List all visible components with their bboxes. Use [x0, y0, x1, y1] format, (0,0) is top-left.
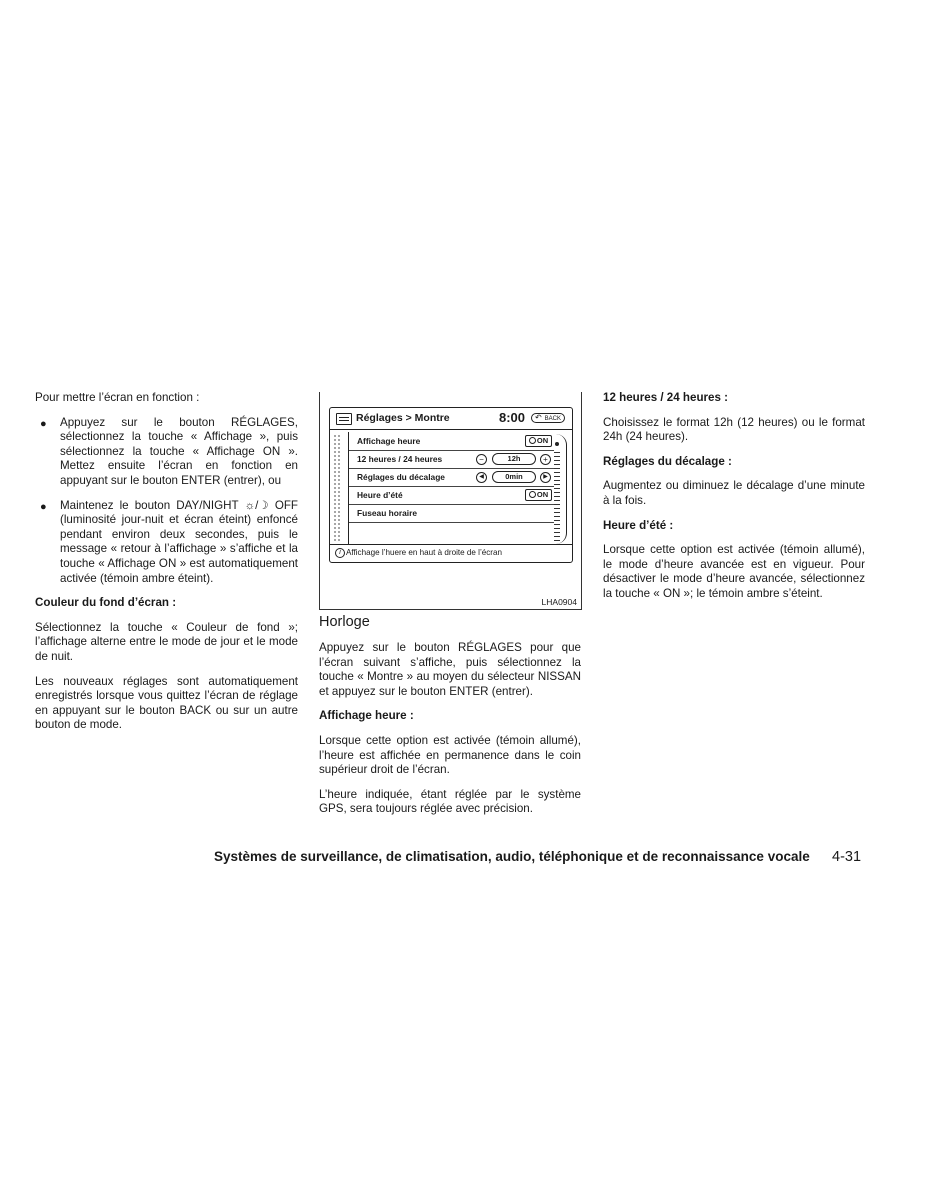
info-text: Affichage l’huere en haut à droite de l’écran	[346, 548, 502, 557]
back-button[interactable]	[531, 413, 565, 423]
row-label: Réglages du décalage	[357, 472, 445, 482]
intro-text: Pour mettre l’écran en fonction :	[35, 391, 200, 404]
toggle-label: ON	[536, 490, 549, 499]
paragraph: Les nouveaux réglages sont automatiquement enregistrés lorsque vous quittez l’écran de réglage en appuyant sur le bouton BACK ou sur un autre bouton de mode.	[35, 674, 298, 732]
right-arc-decoration	[556, 434, 567, 544]
list-item	[35, 499, 298, 587]
screen-header	[330, 408, 572, 430]
column-middle	[319, 614, 581, 827]
info-bar	[330, 544, 572, 562]
offset-value: 0min	[492, 471, 536, 483]
row-label: Heure d’été	[357, 490, 403, 500]
paragraph: Augmentez ou diminuez le décalage d’une minute à la fois.	[603, 479, 865, 507]
info-icon: i	[335, 548, 345, 558]
setting-row-fuseau[interactable]	[349, 504, 554, 523]
column-left	[35, 391, 298, 743]
back-arrow-icon: ↶	[535, 413, 542, 422]
section-heading: Réglages du décalage :	[603, 454, 732, 468]
row-label: Fuseau horaire	[357, 508, 418, 518]
bullet-text: Maintenez le bouton DAY/NIGHT	[60, 498, 239, 512]
list-item	[35, 416, 298, 489]
indicator-icon	[529, 437, 536, 444]
bullet-text-cont: OFF (luminosité jour-nuit et écran éteint) enfoncé pendant environ deux secondes, puis le message « retour à l’affichage » s’affiche et la touche « Affichage ON » est automatiquement activée (témoin ambre éteint).	[60, 498, 298, 585]
column-right	[603, 391, 865, 612]
bullet-text: Appuyez sur le bouton RÉGLAGES, sélectionnez la touche « Affichage », puis sélectionnez la touche « Affichage ON ». Mettez ensuite l’écran en fonction en appuyant sur le bouton ENTER (entrer), ou	[60, 415, 298, 487]
paragraph: Lorsque cette option est activée (témoin allumé), l’heure est affichée en permanence dans le coin supérieur droit de l’écran.	[319, 733, 581, 777]
bullet-icon: ●	[40, 417, 47, 430]
back-label: BACK	[544, 416, 561, 422]
paragraph: Appuyez sur le bouton RÉGLAGES pour que l’écran suivant s’affiche, puis sélectionnez la touche « Montre » au moyen du sélecteur NISSAN et appuyez sur le bouton ENTER (entrer).	[319, 641, 581, 698]
day-night-icon: ☼/☽	[244, 498, 269, 512]
plus-icon[interactable]: +	[540, 454, 551, 465]
left-dots-decoration	[333, 434, 341, 542]
display-screen	[329, 407, 573, 563]
row-label: Affichage heure	[357, 436, 421, 446]
setting-row-decalage[interactable]	[349, 468, 554, 487]
page-footer-title: Systèmes de surveillance, de climatisation, audio, téléphonique et de reconnaissance vocale	[214, 849, 810, 864]
minus-icon[interactable]: −	[476, 454, 487, 465]
on-toggle[interactable]	[525, 435, 552, 447]
section-heading: 12 heures / 24 heures :	[603, 391, 729, 404]
clock-display: 8:00	[499, 410, 526, 425]
setting-row-12-24[interactable]	[349, 450, 554, 469]
section-heading: Affichage heure :	[319, 709, 414, 723]
menu-icon[interactable]	[336, 413, 352, 425]
toggle-label: ON	[536, 436, 549, 445]
row-label: 12 heures / 24 heures	[357, 454, 443, 464]
setting-row-heure-ete[interactable]	[349, 486, 554, 505]
format-value: 12h	[492, 453, 536, 465]
screen-title: Réglages > Montre	[356, 412, 450, 424]
paragraph: L’heure indiquée, étant réglée par le système GPS, sera toujours réglée avec précision.	[319, 787, 581, 816]
paragraph: Lorsque cette option est activée (témoin allumé), le mode d’heure avancée est en vigueur. Pour désactiver le mode d’heure avancée, sélectionnez la touche « ON »; le témoin ambre s’éteint.	[603, 543, 865, 600]
left-arrow-icon[interactable]: ◀	[476, 472, 487, 483]
section-heading: Heure d’été :	[603, 518, 674, 532]
right-arrow-icon[interactable]: ▶	[540, 472, 551, 483]
settings-list	[348, 432, 554, 544]
indicator-icon	[529, 491, 536, 498]
paragraph: Choisissez le format 12h (12 heures) ou le format 24h (24 heures).	[603, 415, 865, 444]
bullet-icon: ●	[40, 500, 47, 513]
page-number: 4-31	[832, 849, 862, 865]
on-toggle[interactable]	[525, 489, 552, 501]
settings-screen-figure	[319, 392, 582, 610]
setting-row-affichage-heure[interactable]	[349, 432, 554, 451]
paragraph: Sélectionnez la touche « Couleur de fond »; l’affichage alterne entre le mode de jour et le mode de nuit.	[35, 620, 298, 663]
section-title: Horloge	[319, 614, 370, 630]
section-heading: Couleur du fond d’écran :	[35, 596, 177, 610]
figure-code: LHA0904	[541, 597, 577, 607]
